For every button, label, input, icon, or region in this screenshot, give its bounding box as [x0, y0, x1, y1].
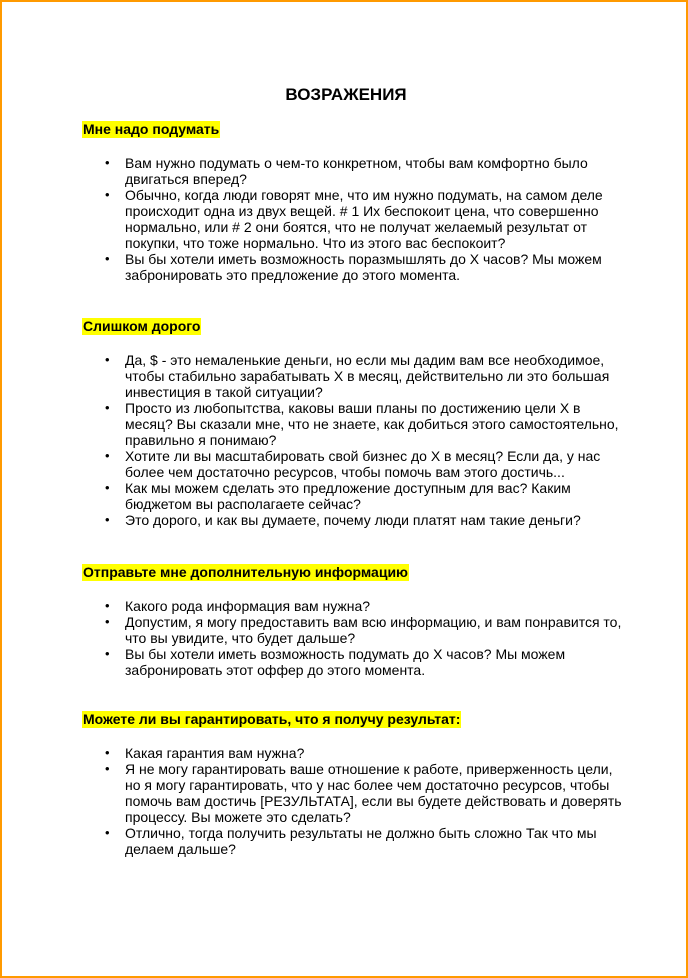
- bullet-icon: •: [105, 825, 110, 840]
- list-item-text: Вам нужно подумать о чем-то конкретном, чтобы вам комфортно было двигаться вперед?: [125, 155, 588, 187]
- bullet-list: [2, 352, 688, 528]
- page-title: ВОЗРАЖЕНИЯ: [285, 85, 407, 104]
- list-item-text: Вы бы хотели иметь возможность подумать до X часов? Мы можем забронировать этот оффер до этого момента.: [125, 646, 566, 678]
- bullet-icon: •: [105, 761, 110, 776]
- bullet-list: [2, 745, 688, 857]
- list-item-text: Это дорого, и как вы думаете, почему люди платят нам такие деньги?: [125, 512, 581, 528]
- list-item: [2, 761, 625, 825]
- bullet-icon: •: [105, 251, 110, 266]
- section-heading: Можете ли вы гарантировать, что я получу результат:: [83, 711, 461, 727]
- list-item: [2, 400, 625, 448]
- bullet-icon: •: [105, 187, 110, 202]
- list-item-text: Допустим, я могу предоставить вам всю информацию, и вам понравится то, что вы увидите, что будет дальше?: [125, 614, 622, 646]
- list-item: [2, 614, 625, 646]
- list-item-text: Просто из любопытства, каковы ваши планы по достижению цели X в месяц? Вы сказали мне, что не знаете, как добиться этого самостоятельно, правильно я понимаю?: [125, 400, 619, 448]
- bullet-list: [2, 155, 688, 283]
- list-item-text: Отлично, тогда получить результаты не должно быть сложно Так что мы делаем дальше?: [125, 825, 597, 857]
- section-heading: Мне надо подумать: [83, 121, 220, 137]
- list-item: [2, 352, 625, 400]
- list-item: [2, 825, 625, 857]
- list-item: [2, 646, 625, 678]
- list-item: [2, 745, 625, 761]
- list-item: [2, 598, 625, 614]
- list-item-text: Обычно, когда люди говорят мне, что им нужно подумать, на самом деле происходит одна из двух вещей. # 1 Их беспокоит цена, что совершенно нормально, или # 2 они боятся, что не получат желаемый результат от покупки, что тоже нормально. Что из этого вас беспокоит?: [125, 187, 603, 251]
- bullet-icon: •: [105, 614, 110, 629]
- list-item: [2, 512, 625, 528]
- bullet-icon: •: [105, 745, 110, 760]
- list-item-text: Да, $ - это немаленькие деньги, но если мы дадим вам все необходимое, чтобы стабильно зарабатывать X в месяц, действительно ли это большая инвестиция в такой ситуации?: [125, 352, 610, 400]
- bullet-icon: •: [105, 155, 110, 170]
- list-item: [2, 448, 625, 480]
- list-item-text: Как мы можем сделать это предложение доступным для вас? Каким бюджетом вы располагаете сейчас?: [125, 480, 571, 512]
- list-item-text: Какого рода информация вам нужна?: [125, 598, 371, 614]
- list-item: [2, 155, 625, 187]
- bullet-icon: •: [105, 646, 110, 661]
- bullet-icon: •: [105, 400, 110, 415]
- list-item: [2, 187, 625, 251]
- list-item-text: Какая гарантия вам нужна?: [125, 745, 305, 761]
- list-item: [2, 480, 625, 512]
- bullet-icon: •: [105, 598, 110, 613]
- section-heading: Слишком дорого: [83, 318, 201, 334]
- bullet-icon: •: [105, 512, 110, 527]
- list-item: [2, 251, 625, 283]
- list-item-text: Я не могу гарантировать ваше отношение к работе, приверженность цели, но я могу гарантировать, что у нас более чем достаточно ресурсов, чтобы помочь вам достичь [РЕЗУЛЬТАТА], если вы будете действовать и доверять процессу. Вы можете это сделать?: [125, 761, 622, 825]
- bullet-icon: •: [105, 480, 110, 495]
- bullet-icon: •: [105, 352, 110, 367]
- bullet-icon: •: [105, 448, 110, 463]
- list-item-text: Хотите ли вы масштабировать свой бизнес до X в месяц? Если да, у нас более чем достаточно ресурсов, чтобы помочь вам этого достичь...: [125, 448, 601, 480]
- bullet-list: [2, 598, 688, 678]
- section-heading: Отправьте мне дополнительную информацию: [83, 564, 409, 580]
- list-item-text: Вы бы хотели иметь возможность поразмышлять до X часов? Мы можем забронировать это предложение до этого момента.: [125, 251, 602, 283]
